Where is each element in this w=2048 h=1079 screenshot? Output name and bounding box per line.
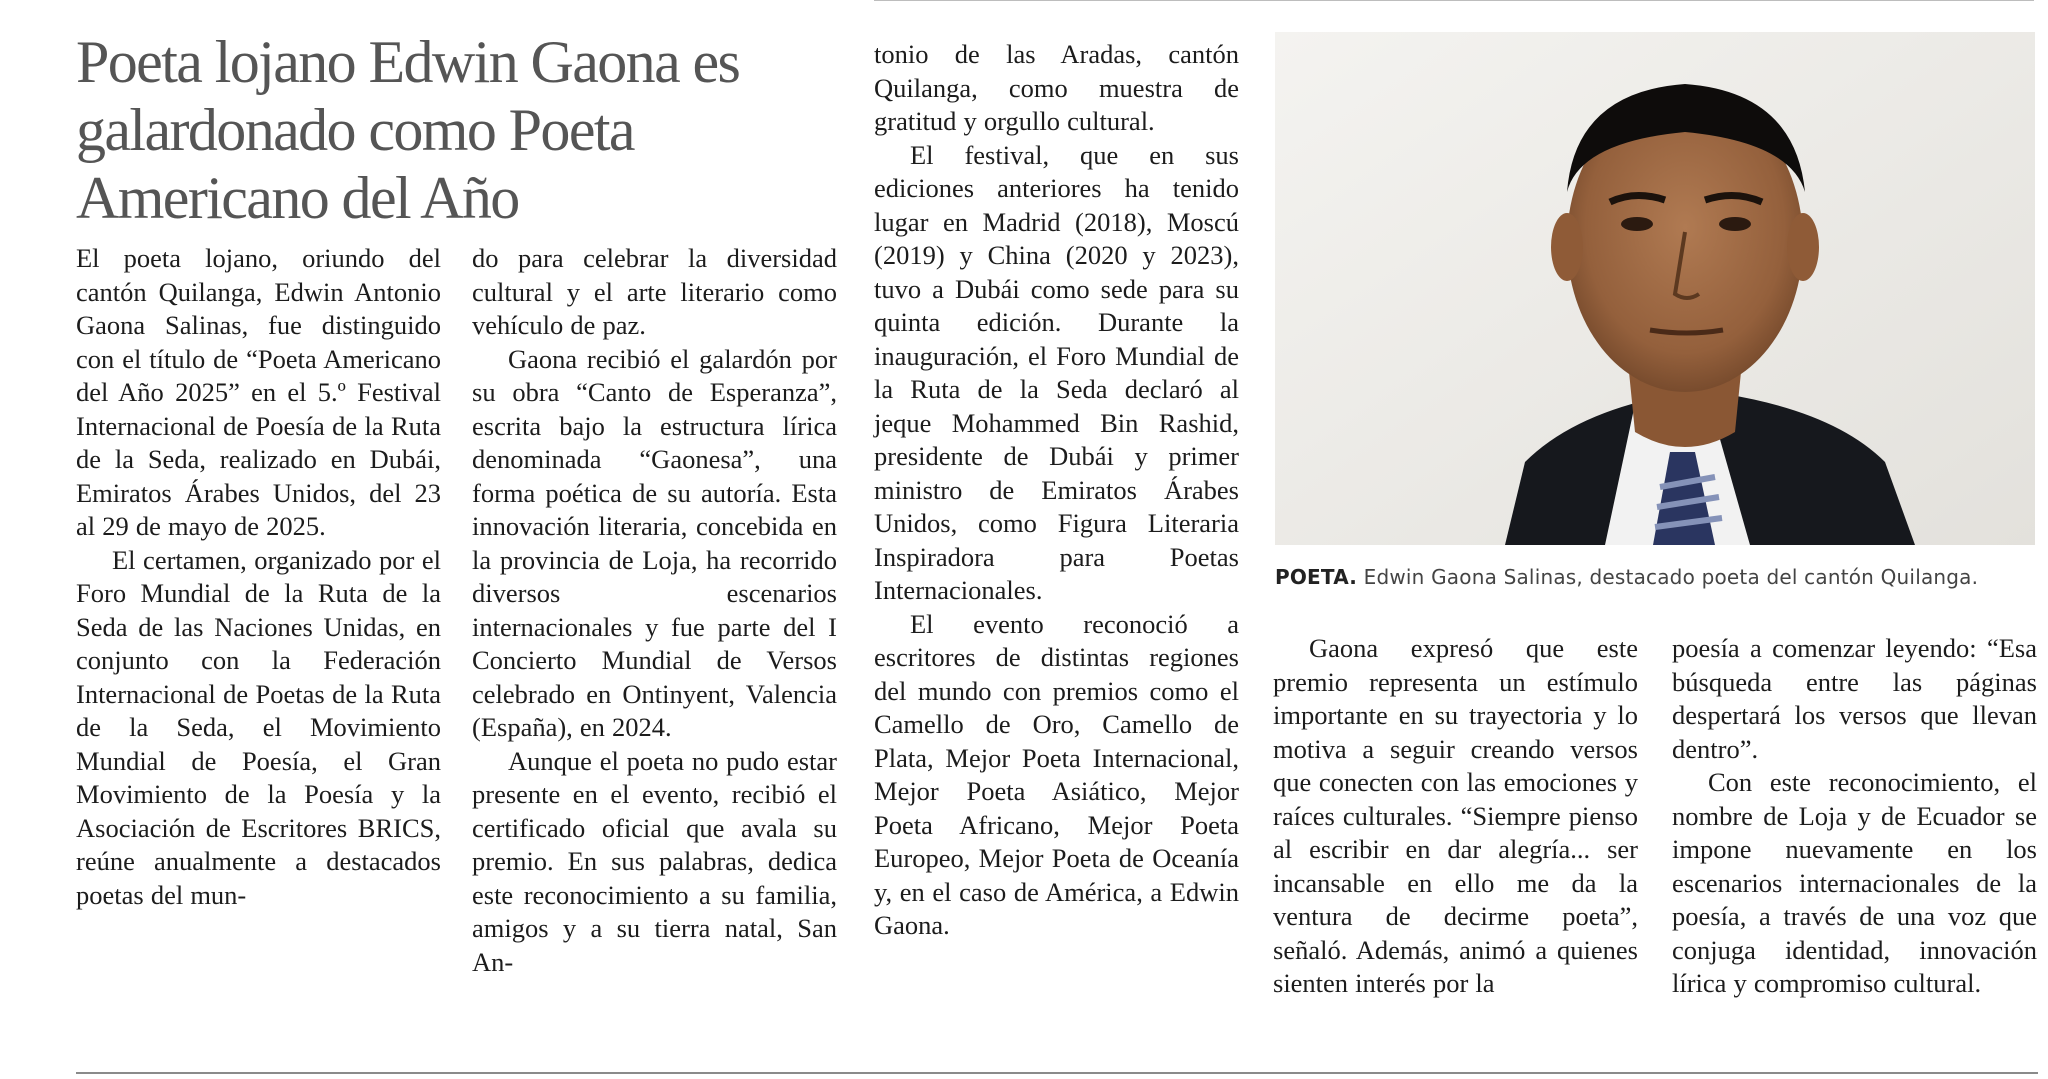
paragraph: poesía a comenzar leyendo: “Esa búsqueda entre las páginas despertará los versos que llevan dentro”. (1672, 633, 2037, 764)
article-column-5 (1672, 632, 2037, 1001)
top-rule (874, 0, 2034, 1)
paragraph: El certamen, organizado por el Foro Mundial de la Ruta de la Seda de las Naciones Unidas, en conjunto con la Federación Internacional de Poetas de la Ruta de la Seda, el Movimiento Mundial de Poesía, el Gran Movimiento de la Poesía y la Asociación de Escritores BRICS, reúne anualmente a destacados poetas del mun- (76, 544, 441, 910)
caption-text: Edwin Gaona Salinas, destacado poeta del cantón Quilanga. (1363, 565, 1979, 589)
headline: Poeta lojano Edwin Gaona es galardonado como Poeta Americano del Año (76, 29, 740, 231)
photo-caption (1275, 565, 2035, 589)
paragraph: El poeta lojano, oriundo del cantón Quilanga, Edwin Antonio Gaona Salinas, fue distinguido con el título de “Poeta Americano del Año 2025” en el 5.º Festival Internacional de Poesía de la Ruta de la Seda, realizado en Dubái, Emiratos Árabes Unidos, del 23 al 29 de mayo de 2025. (76, 243, 441, 541)
paragraph: Gaona expresó que este premio representa un estímulo importante en su trayectoria y lo motiva a seguir creando versos que conecten con las emociones y raíces culturales. “Siempre pienso al escribir en dar alegría... ser incansable en ello me da la ventura de decirme poeta”, señaló. Además, animó a quienes sienten interés por la (1273, 633, 1638, 998)
article-column-4 (1273, 632, 1638, 1001)
article-column-2 (472, 242, 837, 979)
paragraph: El evento reconoció a escritores de distintas regiones del mundo con premios como el Camello de Oro, Camello de Plata, Mejor Poeta Internacional, Mejor Poeta Asiático, Mejor Poeta Africano, Mejor Poeta Europeo, Mejor Poeta de Oceanía y, en el caso de América, a Edwin Gaona. (874, 608, 1239, 940)
paragraph: Con este reconocimiento, el nombre de Loja y de Ecuador se impone nuevamente en los escenarios internacionales de la poesía, a través de una voz que conjuga identidad, innovación lírica y compromiso cultural. (1672, 767, 2037, 998)
caption-lead: POETA. (1275, 565, 1358, 589)
paragraph: do para celebrar la diversidad cultural y el arte literario como vehículo de paz. (472, 243, 837, 340)
paragraph: tonio de las Aradas, cantón Quilanga, como muestra de gratitud y orgullo cultural. (874, 39, 1239, 136)
article-column-3 (874, 38, 1239, 943)
portrait-illustration (1275, 32, 2035, 545)
paragraph: El festival, que en sus ediciones anteriores ha tenido lugar en Madrid (2018), Moscú (2019) y China (2020 y 2023), tuvo a Dubái como sede para su quinta edición. Durante la inauguración, el Foro Mundial de la Ruta de la Seda declaró al jeque Mohammed Bin Rashid, presidente de Dubái y primer ministro de Emiratos Árabes Unidos, como Figura Literaria Inspiradora para Poetas Internacionales. (874, 139, 1239, 605)
bottom-rule (76, 1072, 2038, 1074)
article-column-1 (76, 242, 441, 912)
poet-photo (1275, 32, 2035, 545)
paragraph: Aunque el poeta no pudo estar presente en el evento, recibió el certificado oficial que avala su premio. En sus palabras, dedica este reconocimiento a su familia, amigos y a su tierra natal, San An- (472, 745, 837, 977)
paragraph: Gaona recibió el galardón por su obra “Canto de Esperanza”, escrita bajo la estructura lírica denominada “Gaonesa”, una forma poética de su autoría. Esta innovación literaria, concebida en la provincia de Loja, ha recorrido diversos escenarios internacionales y fue parte del I Concierto Mundial de Versos celebrado en Ontinyent, Valencia (España), en 2024. (472, 343, 837, 742)
